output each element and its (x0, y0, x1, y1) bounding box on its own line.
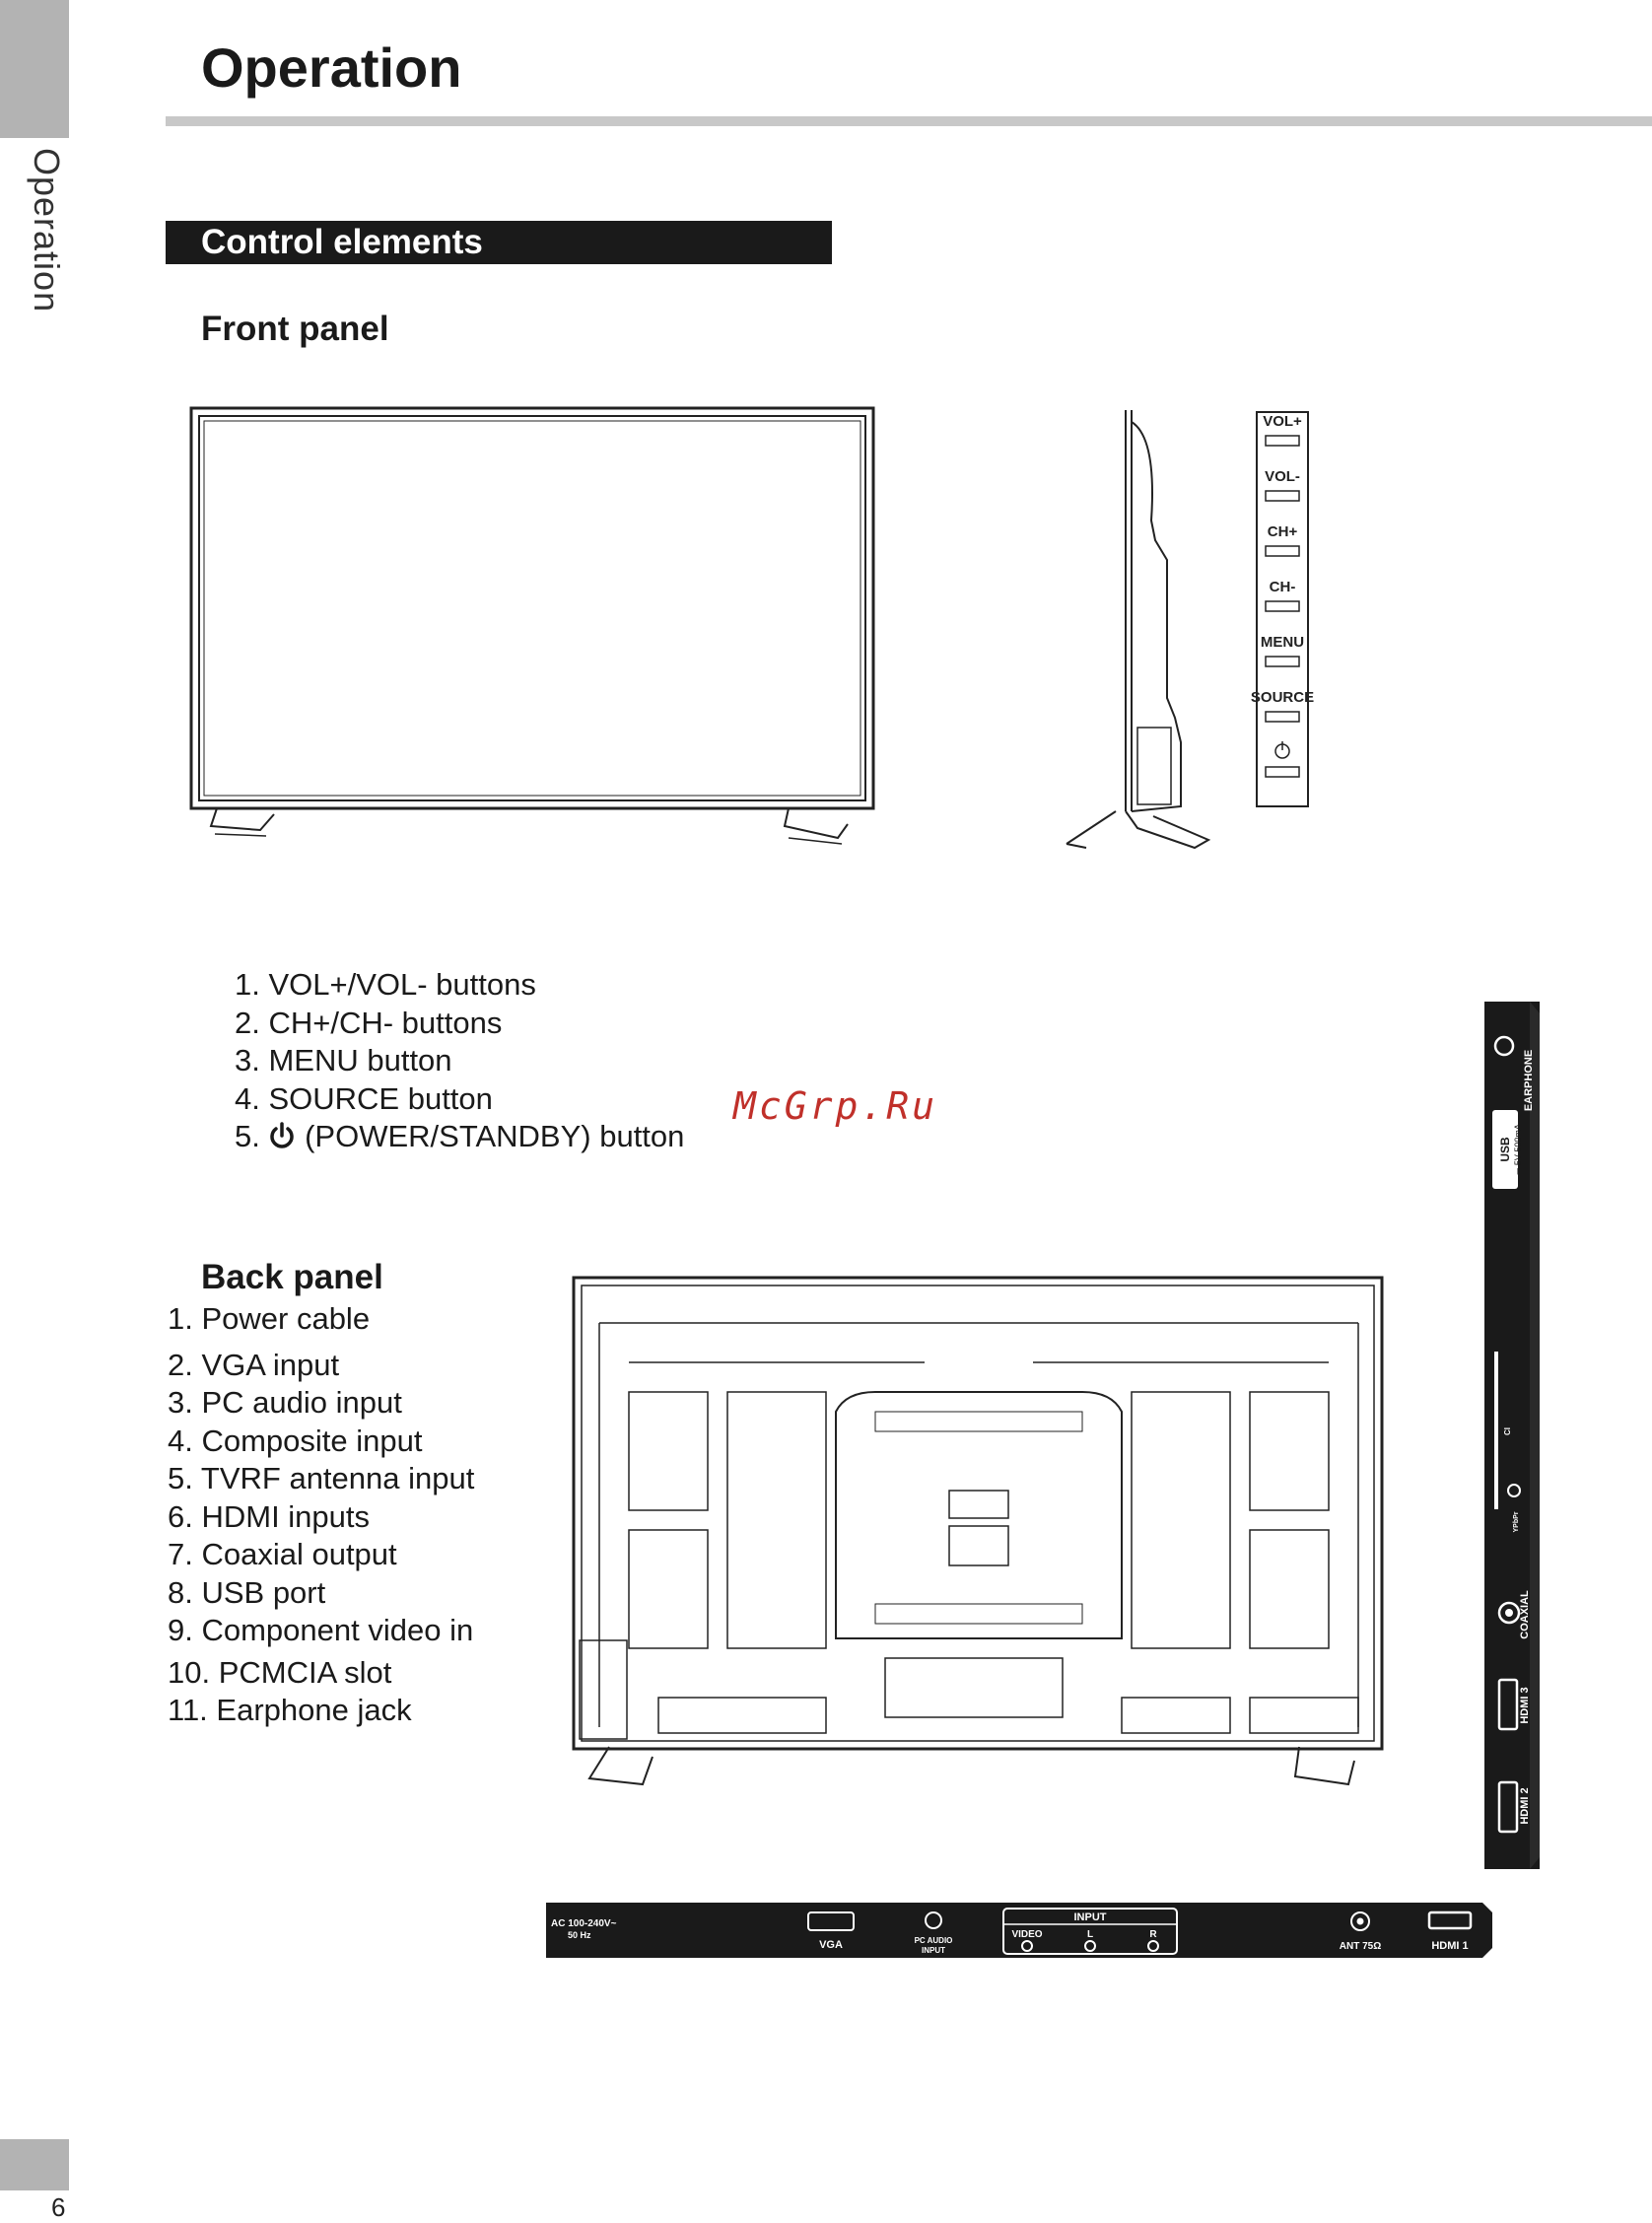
power-item-text: (POWER/STANDBY) button (305, 1119, 685, 1153)
side-button-vol-minus: VOL- (1265, 468, 1300, 485)
list-item: 1. Power cable (168, 1301, 371, 1336)
list-item: 7. Coaxial output (168, 1537, 397, 1571)
audio-right-label: R (1149, 1929, 1157, 1940)
hdmi2-label: HDMI 2 (1519, 1787, 1531, 1825)
list-item: 11. Earphone jack (168, 1693, 412, 1727)
side-button-source: SOURCE (1250, 689, 1315, 706)
power-item-number: 5. (235, 1119, 260, 1153)
page-number: 6 (51, 2192, 66, 2222)
side-button-vol-plus: VOL+ (1263, 413, 1302, 430)
vga-label: VGA (819, 1939, 843, 1951)
ypbpr-label: YPbPr (1513, 1511, 1520, 1533)
antenna-label: ANT 75Ω (1339, 1941, 1382, 1952)
side-port-strip (1484, 1002, 1540, 1869)
audio-left-label: L (1086, 1929, 1094, 1940)
list-item: 2. CH+/CH- buttons (235, 1005, 503, 1040)
usb-spec-label: ⎓ 5V 500mA (1513, 1124, 1523, 1175)
list-item: 5. TVRF antenna input (168, 1461, 475, 1495)
ci-label: CI (1503, 1427, 1512, 1435)
list-item: 4. Composite input (168, 1423, 423, 1458)
front-panel-list (235, 966, 684, 1156)
page-title: Operation (201, 36, 462, 99)
back-panel-illustration (570, 1274, 1388, 1796)
ac-power-label: AC 100-240V~ (551, 1918, 617, 1929)
hdmi1-label: HDMI 1 (1431, 1940, 1469, 1952)
side-tab-bottom (0, 2139, 69, 2190)
back-panel-heading: Back panel (201, 1258, 383, 1296)
list-item: 8. USB port (168, 1574, 326, 1610)
list-item: 9. Component video in (168, 1613, 474, 1647)
side-button-ch-plus: CH+ (1267, 523, 1298, 540)
watermark: McGrp.Ru (733, 1084, 938, 1128)
usb-label: USB (1498, 1137, 1512, 1162)
ac-frequency-label: 50 Hz (568, 1930, 591, 1940)
side-button-labels (1251, 413, 1314, 706)
section-heading: Control elements (166, 221, 832, 264)
side-button-ch-minus: CH- (1269, 579, 1296, 595)
coaxial-label: COAXIAL (1519, 1590, 1531, 1639)
bottom-port-strip (546, 1903, 1492, 1958)
power-standby-icon (268, 1122, 296, 1149)
front-panel-illustration (187, 404, 887, 858)
title-divider (166, 116, 1652, 126)
pc-audio-input-label: INPUT (922, 1946, 945, 1955)
side-panel-illustration (1057, 402, 1352, 856)
back-panel-list (168, 1300, 474, 1730)
list-item: 3. PC audio input (168, 1385, 402, 1420)
side-section-label: Operation (27, 148, 67, 313)
list-item-power (235, 1118, 684, 1156)
hdmi3-label: HDMI 3 (1519, 1687, 1531, 1724)
front-panel-heading: Front panel (201, 310, 389, 348)
list-item: 2. VGA input (168, 1347, 340, 1382)
side-button-menu: MENU (1260, 634, 1305, 651)
list-item: 1. VOL+/VOL- buttons (235, 967, 536, 1002)
list-item: 10. PCMCIA slot (168, 1654, 392, 1690)
pcmcia-slot (1494, 1352, 1498, 1509)
list-item: 6. HDMI inputs (168, 1498, 371, 1534)
pc-audio-label: PC AUDIO (914, 1936, 953, 1945)
earphone-label: EARPHONE (1523, 1049, 1535, 1112)
input-group-label: INPUT (1073, 1911, 1107, 1923)
list-item: 3. MENU button (235, 1043, 452, 1077)
side-tab-top (0, 0, 69, 138)
list-item: 4. SOURCE button (235, 1080, 493, 1116)
video-label: VIDEO (1011, 1929, 1043, 1940)
